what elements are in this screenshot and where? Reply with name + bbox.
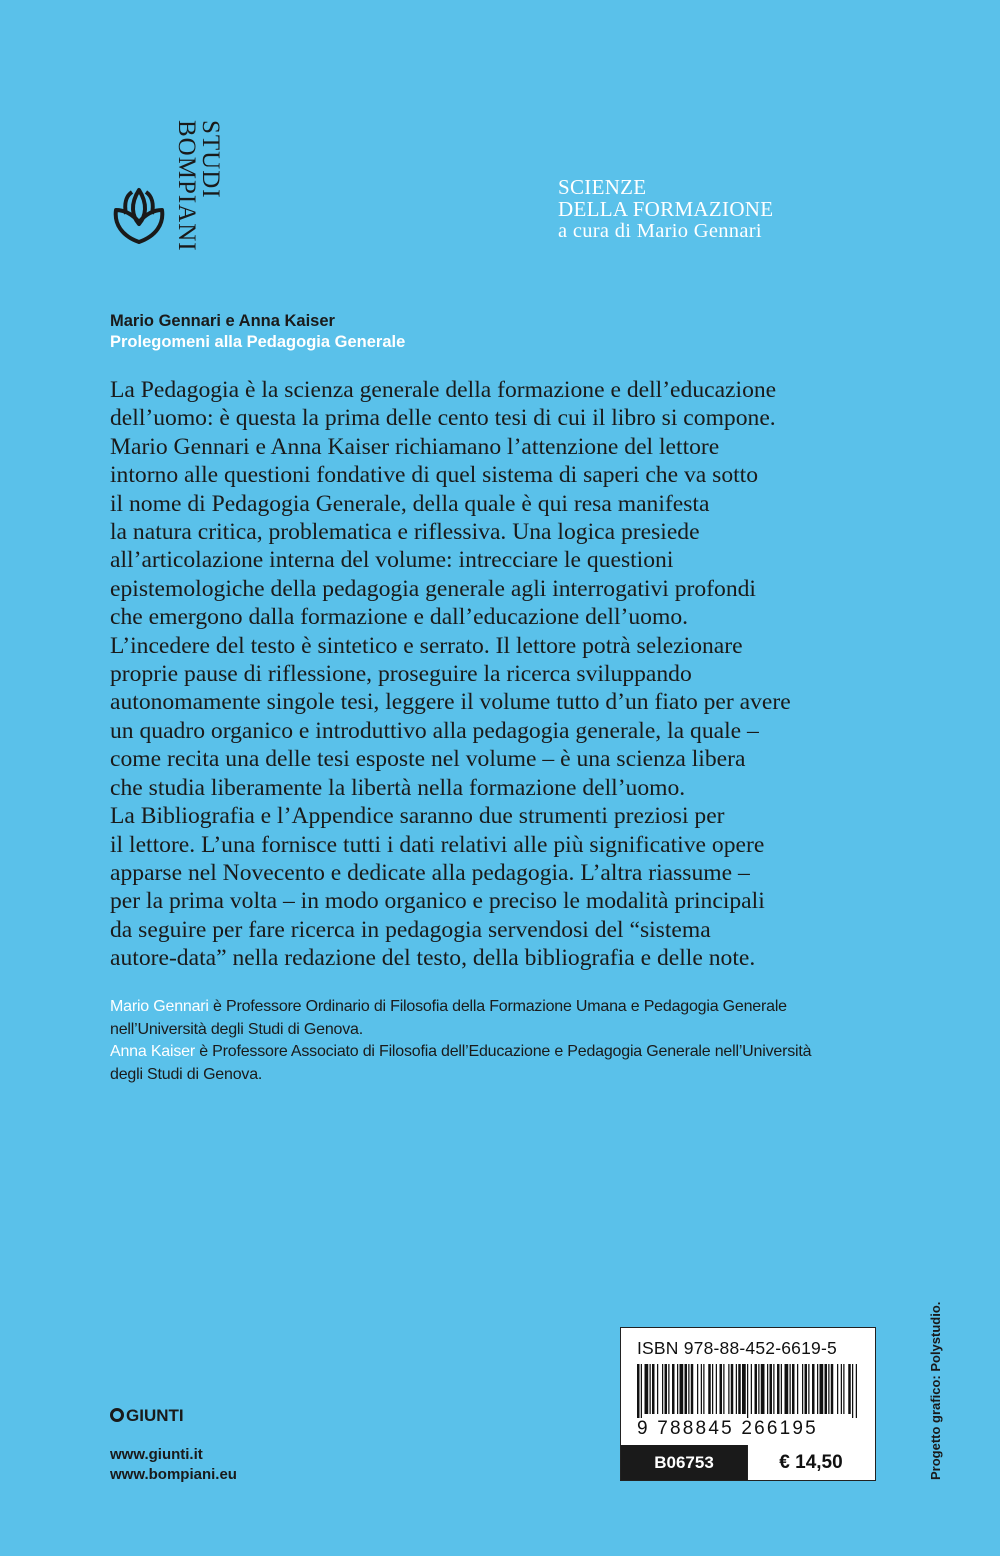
blurb-line: il nome di Pedagogia Generale, della quale è qui resa manifesta (110, 490, 710, 517)
bio-2-line-2: degli Studi di Genova. (110, 1065, 263, 1083)
blurb-line: Mario Gennari e Anna Kaiser richiamano l’attenzione del lettore (110, 433, 720, 460)
barcode-box (620, 1327, 876, 1481)
barcode-bar (843, 1364, 844, 1414)
bio-1-name: Mario Gennari (110, 998, 209, 1015)
blurb (110, 376, 910, 973)
barcode-bar (856, 1364, 857, 1418)
barcode-bar (701, 1364, 702, 1414)
barcode-bar (723, 1364, 724, 1414)
barcode-bar (736, 1364, 737, 1414)
blurb-line: da seguire per fare ricerca in pedagogia servendosi del “sistema (110, 916, 711, 943)
barcode-bar (828, 1364, 829, 1414)
blurb-line: La Pedagogia è la scienza generale della formazione e dell’educazione (110, 377, 777, 403)
barcode-bar (802, 1364, 803, 1414)
barcode-bar (685, 1364, 688, 1414)
publisher-name: GIUNTI (126, 1406, 184, 1425)
barcode-bar (770, 1364, 773, 1414)
barcode-bar (680, 1364, 684, 1414)
book-authors: Mario Gennari e Anna Kaiser (110, 312, 335, 330)
giunti-logo (110, 1406, 184, 1426)
series-block (558, 176, 773, 242)
isbn-label: ISBN 978-88-452-6619-5 (637, 1338, 837, 1358)
blurb-line: apparse nel Novecento e dedicate alla pedagogia. L’altra riassume – (110, 859, 750, 886)
barcode-bar (716, 1364, 717, 1414)
design-credit-text: Progetto grafico: Polystudio. (928, 1301, 943, 1480)
barcode-bar (697, 1364, 698, 1414)
blurb-line: che studia liberamente la libertà nella formazione dell’uomo. (110, 774, 686, 801)
logo-line-2: BOMPIANI (173, 120, 200, 252)
series-line-2: DELLA FORMAZIONE (558, 197, 774, 221)
blurb-line: all’articolazione interna del volume: intrecciare le questioni (110, 547, 674, 574)
design-credit (926, 1300, 946, 1490)
barcode-bar (773, 1364, 774, 1414)
barcode-bar (761, 1364, 765, 1414)
publisher-url-bompiani[interactable]: www.bompiani.eu (110, 1466, 237, 1483)
barcode-bar (758, 1364, 759, 1414)
blurb-line: per la prima volta – in modo organico e preciso le modalità principali (110, 888, 765, 915)
bio-1-line-2: nell’Università degli Studi di Genova. (110, 1020, 363, 1038)
blurb-line: un quadro organico e introduttivo alla pedagogia generale, la quale – (110, 717, 759, 744)
publisher-url-giunti[interactable]: www.giunti.it (110, 1446, 203, 1463)
barcode-bar (738, 1364, 741, 1414)
blurb-line: epistemologiche della pedagogia generale agli interrogativi profondi (110, 575, 756, 602)
book-title: Prolegomeni alla Pedagogia Generale (110, 333, 406, 351)
blurb-line: la natura critica, problematica e riflessiva. Una logica presiede (110, 519, 700, 546)
blurb-line: L’incedere del testo è sintetico e serrato. Il lettore potrà selezionare (110, 632, 743, 659)
barcode-bar (841, 1364, 842, 1414)
barcode-bar (703, 1364, 704, 1414)
barcode-bar (817, 1364, 818, 1414)
barcode-bar (825, 1364, 828, 1414)
bompiani-lotus-icon (108, 180, 170, 250)
barcode-bar (767, 1364, 768, 1414)
bio-1-line-1 (110, 996, 890, 1019)
blurb-line: La Bibliografia e l’Appendice saranno due strumenti preziosi per (110, 803, 725, 830)
blurb-line: dell’uomo: è questa la prima delle cento tesi di cui il libro si compone. (110, 405, 776, 432)
barcode-bar (672, 1364, 675, 1414)
publisher-urls (110, 1445, 237, 1485)
barcode-bar (837, 1364, 838, 1414)
blurb-line: autore-data” nella redazione del testo, della bibliografia e delle note. (110, 945, 756, 972)
barcode-icon (635, 1364, 861, 1418)
barcode-digits: 9 788845 266195 (637, 1418, 818, 1439)
barcode-bar (691, 1364, 694, 1414)
barcode-bar (792, 1364, 795, 1414)
barcode-bar (665, 1364, 668, 1414)
barcode-bar (645, 1364, 649, 1414)
barcode-bar (712, 1364, 713, 1414)
barcode-bar (652, 1364, 655, 1414)
series-line-1: SCIENZE (558, 175, 647, 199)
barcode-bar (641, 1364, 642, 1418)
barcode-bar (797, 1364, 798, 1414)
barcode-bar (731, 1364, 734, 1414)
barcode-bar (668, 1364, 669, 1414)
barcode-bar (777, 1364, 780, 1414)
giunti-g-icon (110, 1408, 124, 1422)
price: € 14,50 (747, 1445, 874, 1480)
blurb-line: il lettore. L’una fornisce tutti i dati relativi alle più significative opere (110, 831, 765, 858)
barcode-bar (812, 1364, 815, 1414)
barcode-bar (805, 1364, 808, 1414)
barcode-bar (848, 1364, 851, 1414)
barcode-bar (688, 1364, 689, 1414)
barcode-bar (790, 1364, 791, 1414)
author-bios (110, 996, 890, 1086)
barcode-bar (755, 1364, 758, 1414)
barcode-bar (708, 1364, 711, 1414)
barcode-bar (662, 1364, 663, 1414)
bio-2-name: Anna Kaiser (110, 1043, 195, 1060)
barcode-bar (831, 1364, 834, 1414)
barcode-bar (677, 1364, 678, 1414)
barcode-bar (751, 1364, 752, 1414)
blurb-line: proprie pause di riflessione, proseguire la ricerca sviluppando (110, 661, 692, 688)
barcode-bar (650, 1364, 651, 1414)
blurb-line: intorno alle questioni fondative di quel sistema di saperi che va sotto (110, 462, 759, 489)
bio-2-line-1 (110, 1041, 890, 1064)
barcode-bar (720, 1364, 723, 1414)
barcode-bar (742, 1364, 746, 1414)
blurb-line: autonomamente singole tesi, leggere il volume tutto d’un fiato per avere (110, 689, 791, 716)
barcode-bar (781, 1364, 782, 1414)
barcode-bar (808, 1364, 809, 1414)
barcode-bar (637, 1364, 640, 1418)
product-code: B06753 (621, 1445, 747, 1480)
barcode-bar (852, 1364, 853, 1418)
barcode-bar (820, 1364, 824, 1414)
blurb-line: che emergono dalla formazione e dall’educazione dell’uomo. (110, 604, 689, 631)
barcode-bar (657, 1364, 658, 1414)
bio-2-text: è Professore Associato di Filosofia dell’Educazione e Pedagogia Generale nell’Università (194, 1043, 812, 1060)
bio-1-text: è Professore Ordinario di Filosofia della Formazione Umana e Pedagogia Generale (208, 998, 787, 1015)
barcode-bar (747, 1364, 748, 1418)
blurb-line: come recita una delle tesi esposte nel volume – è una scienza libera (110, 746, 746, 773)
barcode-bar (785, 1364, 789, 1414)
studi-bompiani-wordmark (174, 120, 224, 270)
logo-line-1: STUDI (197, 120, 224, 199)
series-editor: a cura di Mario Gennari (558, 220, 762, 242)
barcode-bar (728, 1364, 729, 1414)
